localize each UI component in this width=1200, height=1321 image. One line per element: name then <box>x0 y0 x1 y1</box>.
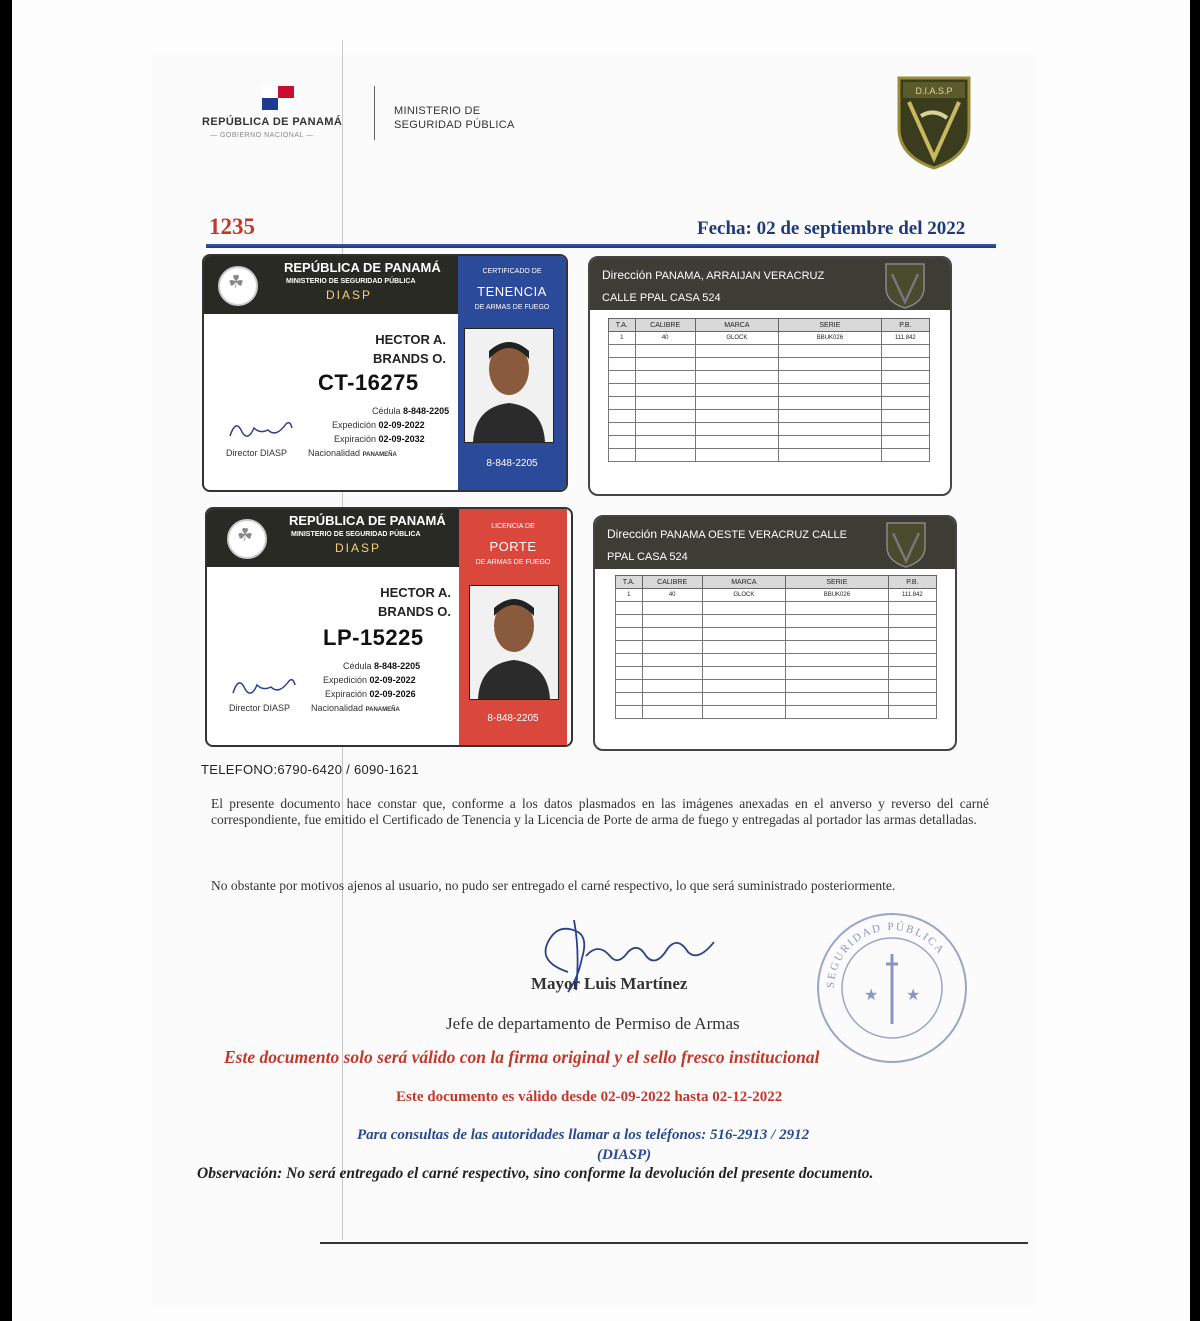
director-label: Director DIASP <box>229 703 291 713</box>
tenencia-card-back <box>588 256 952 496</box>
certificate-number: CT-16275 <box>318 370 419 395</box>
card-diasp: DIASP <box>335 541 382 555</box>
back-header <box>590 258 950 310</box>
card-republic: REPÚBLICA DE PANAMÁ <box>289 513 446 528</box>
holder-name <box>296 330 446 368</box>
address-line-1: PANAMA, ARRAIJAN VERACRUZ <box>655 270 825 282</box>
address-block <box>602 264 872 309</box>
validity-dates: Este documento es válido desde 02-09-2022 hasta 02-12-2022 <box>396 1089 783 1105</box>
holder-name-line-2: BRANDS O. <box>378 604 451 619</box>
empty-row <box>616 615 937 628</box>
svg-text:★: ★ <box>906 985 921 1004</box>
cell-ta: 1 <box>616 589 643 602</box>
badge-text: D.I.A.S.P <box>915 86 953 96</box>
empty-row <box>616 628 937 641</box>
expedicion-value: 02-09-2022 <box>369 675 416 685</box>
empty-row <box>616 693 937 706</box>
document-number: 1235 <box>209 214 255 239</box>
holder-name-line-2: BRANDS O. <box>373 351 446 366</box>
address-line-2: CALLE PPAL CASA 524 <box>602 292 721 304</box>
ministry-name <box>394 104 534 132</box>
card-diasp: DIASP <box>326 288 373 302</box>
address-block <box>607 523 877 568</box>
col-calibre: CALIBRE <box>635 319 695 332</box>
col-marca: MARCA <box>702 576 785 589</box>
card-side-cedula: 8-848-2205 <box>486 458 538 469</box>
porte-card-back <box>593 515 957 751</box>
tenencia-card-front <box>202 254 568 492</box>
col-serie: SERIE <box>779 319 882 332</box>
empty-row <box>616 602 937 615</box>
bottom-rule <box>320 1242 1028 1244</box>
porte-card-front <box>205 507 573 747</box>
nacionalidad-value: PANAMEÑA <box>365 707 400 713</box>
card-ministry: MINISTERIO DE SEGURIDAD PÚBLICA <box>291 531 421 538</box>
empty-row <box>609 410 930 423</box>
card-details <box>311 659 421 717</box>
expiracion-value: 02-09-2026 <box>369 689 416 699</box>
cell-marca: GLOCK <box>695 332 778 345</box>
empty-row <box>609 358 930 371</box>
ministry-line-1: MINISTERIO DE <box>394 105 481 117</box>
header-rule <box>206 244 996 248</box>
director-signature <box>229 671 299 705</box>
card-type-line-3: DE ARMAS DE FUEGO <box>474 304 550 311</box>
empty-row <box>616 680 937 693</box>
cedula-label: Cédula <box>372 406 401 416</box>
republic-name: REPÚBLICA DE PANAMÁ <box>202 116 343 128</box>
cell-pb: 111.842 <box>888 589 936 602</box>
observation: Observación: No será entregado el carné respectivo, sino conforme la devolución del presente documento. <box>197 1165 874 1182</box>
director-signature <box>226 414 296 448</box>
holder-name-line-1: HECTOR A. <box>380 585 451 600</box>
cell-ta: 1 <box>609 332 636 345</box>
col-marca: MARCA <box>695 319 778 332</box>
cell-serie: BBUK026 <box>779 332 882 345</box>
cell-pb: 111.842 <box>881 332 929 345</box>
col-serie: SERIE <box>786 576 889 589</box>
card-type-line-1: CERTIFICADO DE <box>482 268 542 275</box>
signatory-role: Jefe de departamento de Permiso de Armas <box>446 1014 740 1033</box>
director-label: Director DIASP <box>226 448 288 458</box>
expedicion-label: Expedición <box>323 675 368 685</box>
address-label: Dirección <box>602 268 653 282</box>
holder-name <box>301 583 451 621</box>
address-line-1: PANAMA OESTE VERACRUZ CALLE <box>660 529 847 541</box>
empty-row <box>609 436 930 449</box>
document-date: Fecha: 02 de septiembre del 2022 <box>697 218 966 239</box>
paragraph-2: No obstante por motivos ajenos al usuario, no pudo ser entregado el carné respectivo, lo que será suministrado posteriormente. <box>211 878 896 893</box>
card-type-line-2: TENENCIA <box>477 284 547 299</box>
empty-row <box>609 384 930 397</box>
cedula-value: 8-848-2205 <box>374 661 421 671</box>
holder-name-line-1: HECTOR A. <box>375 332 446 347</box>
svg-text:★: ★ <box>864 985 879 1004</box>
header-divider <box>374 86 375 140</box>
card-details <box>308 404 450 462</box>
col-ta: T.A. <box>616 576 643 589</box>
cell-marca: GLOCK <box>702 589 785 602</box>
arms-table-header <box>616 576 937 589</box>
cell-calibre: 40 <box>642 589 702 602</box>
col-calibre: CALIBRE <box>642 576 702 589</box>
coat-of-arms-icon <box>227 519 267 559</box>
card-side-cedula: 8-848-2205 <box>487 713 539 724</box>
col-pb: P.B. <box>881 319 929 332</box>
panama-flag-icon <box>262 86 294 110</box>
arms-table-header <box>609 319 930 332</box>
table-row <box>609 332 930 345</box>
holder-photo <box>464 328 554 443</box>
card-ministry: MINISTERIO DE SEGURIDAD PÚBLICA <box>286 278 416 285</box>
cell-calibre: 40 <box>635 332 695 345</box>
col-ta: T.A. <box>609 319 636 332</box>
empty-row <box>616 641 937 654</box>
phone-numbers: TELEFONO:6790-6420 / 6090-1621 <box>201 762 419 777</box>
expiracion-label: Expiración <box>334 434 377 444</box>
card-type-line-2: PORTE <box>489 539 537 554</box>
empty-row <box>616 667 937 680</box>
address-label: Dirección <box>607 527 658 541</box>
table-row <box>616 589 937 602</box>
expiracion-value: 02-09-2032 <box>378 434 425 444</box>
card-republic: REPÚBLICA DE PANAMÁ <box>284 260 441 275</box>
cedula-value: 8-848-2205 <box>403 406 450 416</box>
empty-row <box>609 423 930 436</box>
empty-row <box>609 371 930 384</box>
empty-row <box>616 654 937 667</box>
consult-phones: Para consultas de las autoridades llamar a los teléfonos: 516-2913 / 2912 <box>357 1127 810 1143</box>
nacionalidad-value: PANAMEÑA <box>362 452 397 458</box>
license-number: LP-15225 <box>323 625 424 650</box>
empty-row <box>609 449 930 462</box>
ministry-line-2: SEGURIDAD PÚBLICA <box>394 119 515 131</box>
cedula-label: Cédula <box>343 661 372 671</box>
cell-serie: BBUK026 <box>786 589 889 602</box>
arms-table <box>615 575 937 719</box>
expiracion-label: Expiración <box>325 689 368 699</box>
empty-row <box>609 345 930 358</box>
address-line-2: PPAL CASA 524 <box>607 551 688 563</box>
coat-of-arms-icon <box>218 266 258 306</box>
empty-row <box>609 397 930 410</box>
holder-photo <box>469 585 559 700</box>
diasp-badge-icon <box>895 72 973 170</box>
nacionalidad-label: Nacionalidad <box>308 448 361 458</box>
paragraph-1: El presente documento hace constar que, conforme a los datos plasmados en las imágenes anexadas en el anverso y reverso del carné correspondiente, fue emitido el Certificado de Tenencia y la Licencia de Porte de arma de fuego y entregadas al portador las armas detalladas. <box>211 796 989 827</box>
card-type-line-1: LICENCIA DE <box>491 523 535 530</box>
signatory-name: Mayor Luis Martínez <box>531 974 688 993</box>
expedicion-value: 02-09-2022 <box>378 420 425 430</box>
consult-diasp: (DIASP) <box>597 1147 652 1163</box>
back-header <box>595 517 955 569</box>
card-type-line-3: DE ARMAS DE FUEGO <box>475 559 551 566</box>
nacionalidad-label: Nacionalidad <box>311 703 364 713</box>
stamp-text: SEGURIDAD PÚBLICA <box>824 920 948 989</box>
arms-table <box>608 318 930 462</box>
diasp-badge-icon <box>884 262 926 310</box>
validity-notice: Este documento solo será válido con la firma original y el sello fresco institucional <box>224 1047 820 1067</box>
empty-row <box>616 706 937 719</box>
diasp-badge-icon <box>885 521 927 569</box>
col-pb: P.B. <box>888 576 936 589</box>
expedicion-label: Expedición <box>332 420 377 430</box>
institutional-stamp <box>812 908 972 1068</box>
government-subtitle: — GOBIERNO NACIONAL — <box>210 132 314 139</box>
